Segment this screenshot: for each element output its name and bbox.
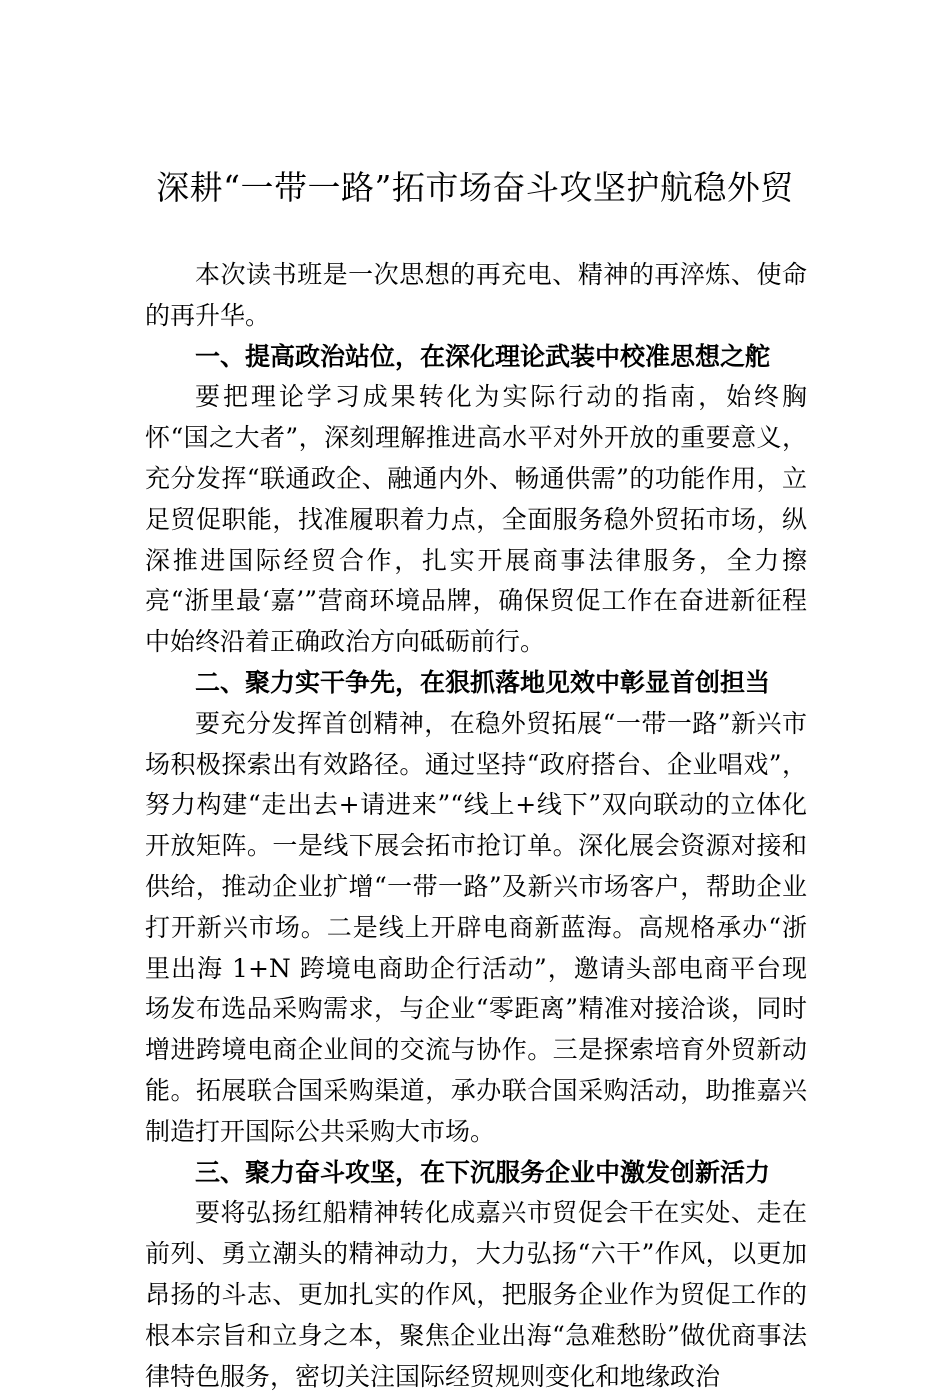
- document-body: [145, 255, 807, 1397]
- section-paragraph-2: 要充分发挥首创精神，在稳外贸拓展“一带一路”新兴市场积极探索出有效路径。通过坚持“政府搭台、企业唱戏”，努力构建“走出去+请进来”“线上+线下”双向联动的立体化开放矩阵。一是线下展会拓市抢订单。深化展会资源对接和供给，推动企业扩增“一带一路”及新兴市场客户，帮助企业打开新兴市场。二是线上开辟电商新蓝海。高规格承办“浙里出海 1+N 跨境电商助企行活动”，邀请头部电商平台现场发布选品采购需求，与企业“零距离”精准对接洽谈，同时增进跨境电商企业间的交流与协作。三是探索培育外贸新动能。拓展联合国采购渠道，承办联合国采购活动，助推嘉兴制造打开国际公共采购大市场。: [145, 708, 807, 1146]
- section-heading-1: 一、提高政治站位，在深化理论武装中校准思想之舵: [195, 341, 771, 371]
- document-title: 深耕“一带一路”拓市场奋斗攻坚护航稳外贸: [156, 168, 794, 207]
- intro-paragraph: 本次读书班是一次思想的再充电、精神的再淬炼、使命的再升华。: [145, 260, 807, 330]
- section-heading-2: 二、聚力实干争先，在狠抓落地见效中彰显首创担当: [195, 667, 771, 697]
- section-paragraph-1: 要把理论学习成果转化为实际行动的指南，始终胸怀“国之大者”，深刻理解推进高水平对外开放的重要意义，充分发挥“联通政企、融通内外、畅通供需”的功能作用，立足贸促职能，找准履职着力点，全面服务稳外贸拓市场，纵深推进国际经贸合作，扎实开展商事法律服务，全力擦亮“浙里最‘嘉’”营商环境品牌，确保贸促工作在奋进新征程中始终沿着正确政治方向砥砺前行。: [145, 382, 807, 657]
- section-heading-3: 三、聚力奋斗攻坚，在下沉服务企业中激发创新活力: [195, 1157, 771, 1187]
- section-paragraph-3: 要将弘扬红船精神转化成嘉兴市贸促会干在实处、走在前列、勇立潮头的精神动力，大力弘扬“六干”作风，以更加昂扬的斗志、更加扎实的作风，把服务企业作为贸促工作的根本宗旨和立身之本，聚焦企业出海“急难愁盼”做优商事法律特色服务，密切关注国际经贸规则变化和地缘政治: [145, 1198, 807, 1391]
